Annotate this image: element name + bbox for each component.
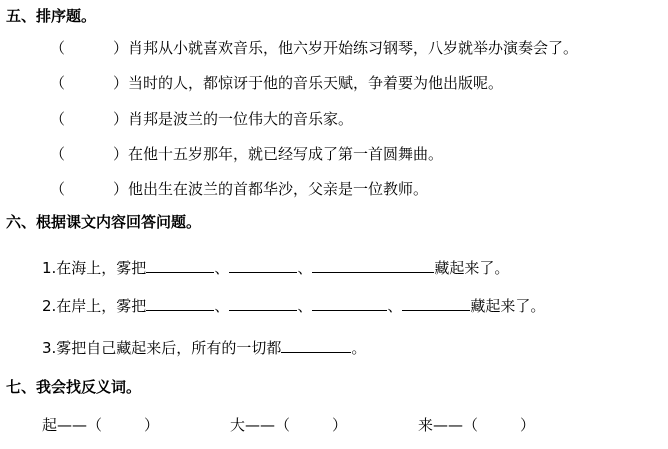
antonym-word: 起——（ — [42, 416, 103, 434]
question-3 — [42, 338, 366, 358]
open-paren: （ — [50, 74, 66, 92]
order-item — [50, 109, 353, 129]
separator: 、 — [297, 259, 313, 277]
separator: 、 — [297, 297, 313, 315]
section-7-title: 七、我会找反义词。 — [6, 378, 142, 396]
close-paren: ） — [113, 74, 129, 92]
answer-blank[interactable] — [229, 296, 297, 311]
open-paren: （ — [50, 145, 66, 163]
item-text: 肖邦是波兰的一位伟大的音乐家。 — [128, 110, 354, 128]
item-text: 肖邦从小就喜欢音乐，他六岁开始练习钢琴，八岁就举办演奏会了。 — [128, 39, 579, 57]
separator: 、 — [214, 259, 230, 277]
close-paren: ） — [520, 416, 536, 434]
antonym-pair — [230, 415, 347, 435]
answer-blank[interactable] — [402, 296, 470, 311]
question-1 — [42, 258, 509, 278]
answer-blank[interactable] — [312, 258, 434, 273]
question-suffix: 。 — [351, 339, 367, 357]
close-paren: ） — [332, 416, 348, 434]
order-item — [50, 144, 443, 164]
close-paren: ） — [113, 39, 129, 57]
answer-blank[interactable] — [281, 338, 351, 353]
separator: 、 — [387, 297, 403, 315]
question-2 — [42, 296, 545, 316]
answer-blank[interactable] — [229, 258, 297, 273]
item-text: 当时的人，都惊讶于他的音乐天赋，争着要为他出版呢。 — [128, 74, 504, 92]
item-text: 在他十五岁那年，就已经写成了第一首圆舞曲。 — [128, 145, 444, 163]
order-item — [50, 73, 503, 93]
section-5-title: 五、排序题。 — [6, 7, 97, 25]
order-item — [50, 179, 428, 199]
question-suffix: 藏起来了。 — [434, 259, 510, 277]
question-prefix: 1.在海上，雾把 — [42, 259, 147, 277]
close-paren: ） — [144, 416, 160, 434]
separator: 、 — [214, 297, 230, 315]
close-paren: ） — [113, 110, 129, 128]
antonym-word: 大——（ — [230, 416, 291, 434]
section-6-title: 六、根据课文内容回答问题。 — [6, 213, 202, 231]
item-text: 他出生在波兰的首都华沙，父亲是一位教师。 — [128, 180, 429, 198]
close-paren: ） — [113, 180, 129, 198]
question-suffix: 藏起来了。 — [470, 297, 546, 315]
antonym-pair — [418, 415, 535, 435]
order-item — [50, 38, 578, 58]
answer-blank[interactable] — [146, 296, 214, 311]
close-paren: ） — [113, 145, 129, 163]
antonym-pair — [42, 415, 159, 435]
open-paren: （ — [50, 180, 66, 198]
antonym-word: 来——（ — [418, 416, 479, 434]
question-prefix: 2.在岸上，雾把 — [42, 297, 147, 315]
open-paren: （ — [50, 39, 66, 57]
question-prefix: 3.雾把自己藏起来后，所有的一切都 — [42, 339, 282, 357]
answer-blank[interactable] — [312, 296, 387, 311]
answer-blank[interactable] — [146, 258, 214, 273]
open-paren: （ — [50, 110, 66, 128]
